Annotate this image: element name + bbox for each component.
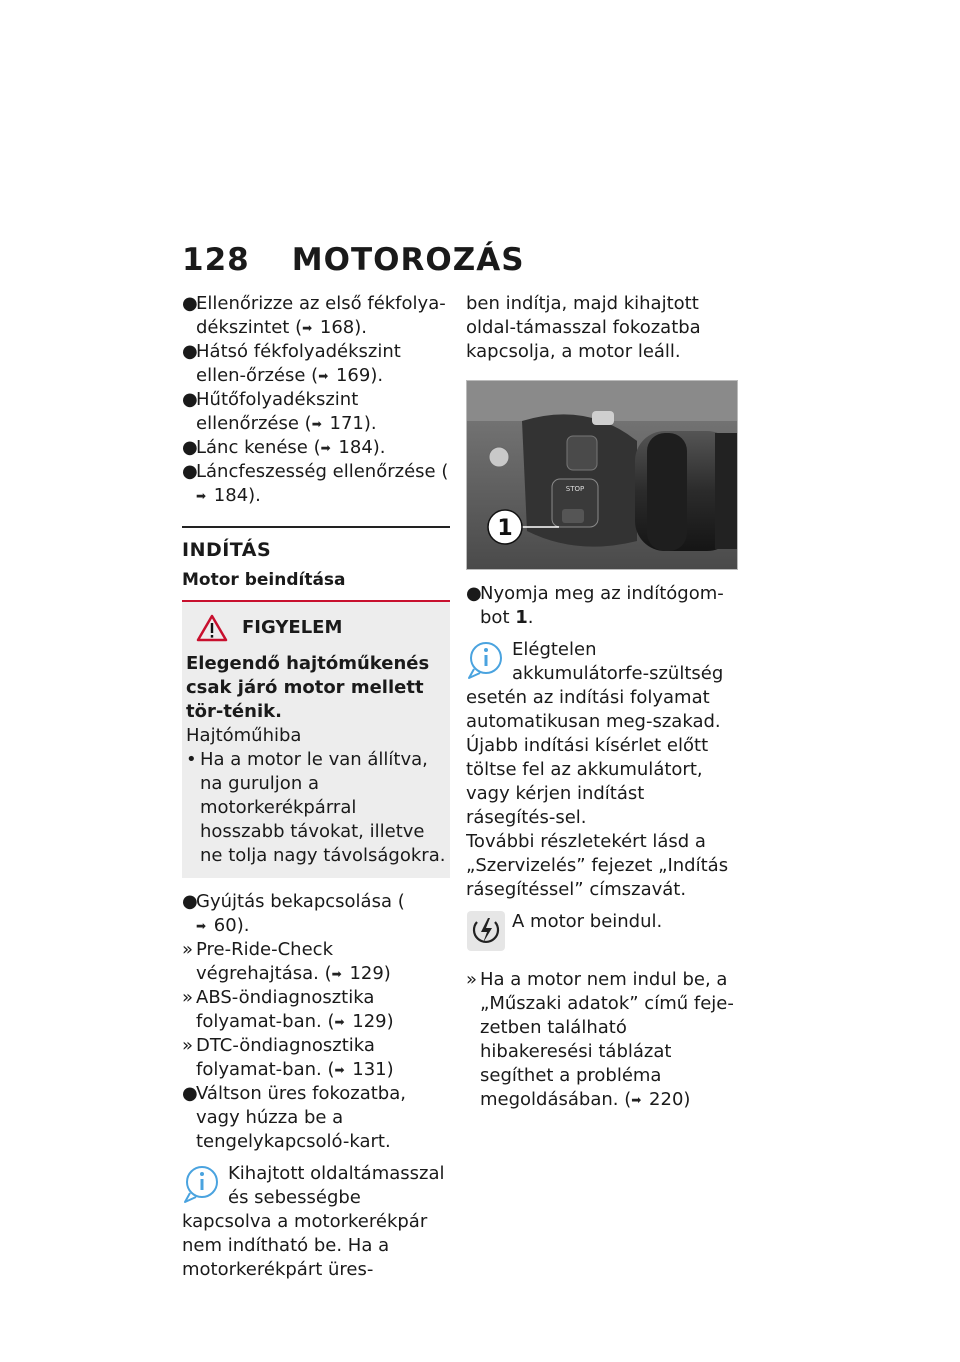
info-note <box>182 1162 450 1282</box>
arrow-icon: ➡ <box>318 369 329 383</box>
bullet: ● <box>182 437 198 458</box>
page-number: 128 <box>182 242 250 278</box>
arrow-icon: ➡ <box>331 967 342 981</box>
list-item: ● Hűtőfolyadékszint ellenőrzése (➡ 171). <box>182 389 377 434</box>
bullet: ● <box>466 583 482 604</box>
left-column <box>182 292 450 1286</box>
press-start-step: ● Nyomja meg az indítógom-bot 1. <box>466 583 724 628</box>
list-item: ● Váltson üres fokozatba, vagy húzza be a tengelykapcsoló-kart. <box>182 1083 406 1152</box>
page-reference[interactable]: ➡ 184). <box>320 437 386 458</box>
warning-header <box>196 614 446 642</box>
page-reference[interactable]: ➡ 169). <box>318 365 384 386</box>
subsection-title: Motor beindítása <box>182 570 346 590</box>
warning-consequence: Hajtóműhiba <box>186 725 302 746</box>
warning-label: FIGYELEM <box>242 617 343 638</box>
warning-action: • Ha a motor le van állítva, na guruljon a motorkerékpárral hosszabb távokat, illetve ne tolja nagy távolságokra. <box>186 749 446 866</box>
handlebar-switch-illustration <box>467 381 737 569</box>
list-item: ● Láncfeszesség ellenőrzése (➡ 184). <box>182 461 449 506</box>
bullet: ● <box>182 341 198 362</box>
list-item: » ABS-öndiagnosztika folyamat-ban. (➡ 129) <box>182 987 394 1032</box>
arrow-icon: ➡ <box>196 489 207 503</box>
callout-number: 1 <box>497 516 513 541</box>
arrow-icon: ➡ <box>196 919 207 933</box>
info-icon <box>182 1162 222 1204</box>
page-reference[interactable]: ➡ 131) <box>334 1059 394 1080</box>
arrow-icon: ➡ <box>334 1015 345 1029</box>
page-reference[interactable]: ➡ 184). <box>196 485 261 506</box>
result-text: A motor beindul. <box>512 911 663 932</box>
page-reference[interactable]: ➡ 129) <box>331 963 391 984</box>
bullet: ● <box>182 891 198 912</box>
continuation-text: ben indítja, majd kihajtott oldal-támasszal fokozatba kapcsolja, a motor leáll. <box>466 293 701 362</box>
callout-ref: 1 <box>515 607 528 628</box>
bullet: ● <box>182 1083 198 1104</box>
result-marker: » <box>182 939 194 960</box>
page-reference[interactable]: ➡ 171). <box>311 413 377 434</box>
handlebar-switch-photo <box>466 380 738 570</box>
list-item: » DTC-öndiagnosztika folyamat-ban. (➡ 131) <box>182 1035 394 1080</box>
section-divider <box>182 526 450 528</box>
info-note-text: Kihajtott oldaltámasszal és sebességbe kapcsolva a motorkerékpár nem indítható be. Ha a motorkerékpárt üres- <box>182 1163 445 1280</box>
result-marker: » <box>182 1035 194 1056</box>
page-reference[interactable]: ➡ 60). <box>196 915 250 936</box>
warning-triangle-icon <box>196 614 228 642</box>
arrow-icon: ➡ <box>334 1063 345 1077</box>
page-reference[interactable]: ➡ 168). <box>302 317 367 338</box>
result-note <box>466 910 736 954</box>
list-item: » Pre-Ride-Check végrehajtása. (➡ 129) <box>182 939 391 984</box>
arrow-icon: ➡ <box>631 1093 642 1107</box>
page-header <box>182 242 525 278</box>
result-marker: » <box>182 987 194 1008</box>
arrow-icon: ➡ <box>320 441 331 455</box>
info-note-text: Elégtelen akkumulátorfe-szültség esetén az indítási folyamat automatikusan meg-szakad. Újabb indítási kísérlet előtt töltse fel az akkumulátort, vagy kérjen indítást rásegítés-sel. <box>466 639 724 828</box>
list-item: ● Hátsó fékfolyadékszint ellen-őrzése (➡ 169). <box>182 341 401 386</box>
page-reference[interactable]: ➡ 220) <box>631 1089 691 1110</box>
arrow-icon: ➡ <box>302 321 313 335</box>
result-marker: » <box>466 969 478 990</box>
list-item: ● Ellenőrizze az első fékfolya-dékszintet (➡ 168). <box>182 293 446 338</box>
warning-box <box>182 600 450 878</box>
info-note-text-extra: További részletekért lásd a „Szervizelés” fejezet „Indítás rásegítéssel” címszavát. <box>466 831 729 900</box>
bullet: ● <box>182 461 198 482</box>
list-item: ● Lánc kenése (➡ 184). <box>182 437 386 458</box>
bullet: ● <box>182 293 198 314</box>
bullet: ● <box>182 389 198 410</box>
section-title: INDÍTÁS <box>182 539 272 561</box>
right-column <box>466 292 736 1112</box>
arrow-icon: ➡ <box>311 417 322 431</box>
warning-lead: Elegendő hajtóműkenés csak járó motor mellett tör-ténik. <box>186 653 430 722</box>
list-item: ● Gyújtás bekapcsolása (➡ 60). <box>182 891 405 936</box>
page-reference[interactable]: ➡ 129) <box>334 1011 394 1032</box>
info-icon <box>466 638 506 680</box>
stop-label: STOP <box>565 485 585 493</box>
engine-start-result-icon <box>466 910 506 952</box>
troubleshoot-result: » Ha a motor nem indul be, a „Műszaki adatok” című feje-zetben található hibakeresési táblázat segíthet a probléma megoldásában. (➡ 220) <box>466 969 734 1110</box>
info-note <box>466 638 736 902</box>
chapter-title: MOTOROZÁS <box>291 242 525 278</box>
